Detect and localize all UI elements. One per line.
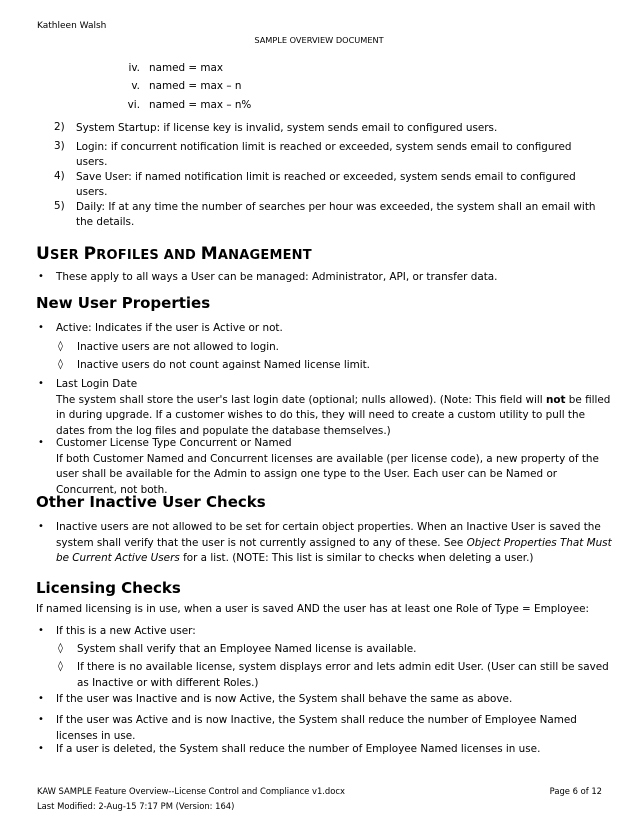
- list-item-text: System Startup: if license key is invalid, system sends email to configured users.: [76, 122, 498, 134]
- bullet-glyph: •: [38, 693, 44, 704]
- list-item-text: Save User: if named notification limit is reached or exceeded, system sends email to configured users.: [76, 171, 576, 198]
- bullet-glyph: •: [38, 378, 44, 389]
- bullet-glyph: •: [38, 743, 44, 754]
- roman-number: v.: [131, 80, 140, 92]
- diamond-glyph: ◊: [58, 359, 63, 370]
- bullet-glyph: •: [38, 625, 44, 636]
- list-item-text: Login: if concurrent notification limit is reached or exceeded, system sends email to configured users.: [76, 141, 572, 168]
- roman-number: iv.: [128, 62, 140, 74]
- diamond-glyph: ◊: [58, 661, 63, 672]
- bullet-text-active: Active: Indicates if the user is Active or not.: [56, 322, 283, 334]
- bullet-text-last-login: Last Login Date The system shall store the user's last login date (optional; nulls allowed). (Note: This field will not be filled in during upgrade. If a customer wishes to do this, they will need to create a custom utility to pull the dates from the log files and populate the database themselves.): [56, 378, 611, 437]
- diamond-glyph: ◊: [58, 341, 63, 352]
- header-doc-title: SAMPLE OVERVIEW DOCUMENT: [254, 35, 384, 45]
- bullet-glyph: •: [38, 437, 44, 448]
- diamond-glyph: ◊: [58, 643, 63, 654]
- bullet-glyph: •: [38, 521, 44, 532]
- bullet-glyph: •: [38, 714, 44, 725]
- roman-item-text: named = max: [149, 62, 224, 74]
- section-heading-user-profiles: USER PROFILES AND MANAGEMENT: [36, 244, 312, 264]
- bullet-text-inactive-checks: Inactive users are not allowed to be set for certain object properties. When an Inactive User is saved the system shall verify that the user is not currently assigned to any of these. See Object Properties That Must be Current Active Users for a list. (NOTE: This list is similar to checks when deleting a user.): [56, 521, 612, 564]
- sub-bullet-text: Inactive users are not allowed to login.: [77, 341, 279, 353]
- sub-bullet-text: System shall verify that an Employee Named license is available.: [77, 643, 417, 655]
- list-number: 2): [54, 121, 65, 133]
- list-item-text: Daily: If at any time the number of searches per hour was exceeded, the system shall an email with the details.: [76, 201, 596, 228]
- bullet-text: If a user is deleted, the System shall reduce the number of Employee Named licenses in use.: [56, 743, 541, 755]
- roman-item-text: named = max – n%: [149, 99, 252, 111]
- sub-bullet-text: If there is no available license, system displays error and lets admin edit User. (User can still be saved as Inactive or with different Roles.): [77, 661, 609, 689]
- bullet-text-license-type: Customer License Type Concurrent or Named If both Customer Named and Concurrent licenses are available (per license code), a new property of the user shall be available for the Admin to assign one type to the User. Each user can be Named or Concurrent, not both.: [56, 437, 599, 496]
- roman-number: vi.: [127, 99, 140, 111]
- list-number: 4): [54, 170, 65, 182]
- roman-item-text: named = max – n: [149, 80, 242, 92]
- footer-page-number: Page 6 of 12: [549, 786, 602, 796]
- subsection-heading-new-user-properties: New User Properties: [36, 294, 211, 312]
- sub-bullet-text: Inactive users do not count against Named license limit.: [77, 359, 370, 371]
- bullet-text: These apply to all ways a User can be managed: Administrator, API, or transfer data.: [56, 271, 498, 283]
- bullet-text: If the user was Active and is now Inactive, the System shall reduce the number of Employee Named licenses in use.: [56, 714, 577, 742]
- list-number: 3): [54, 140, 65, 152]
- bullet-glyph: •: [38, 271, 44, 282]
- bullet-text-new-active: If this is a new Active user:: [56, 625, 196, 637]
- bullet-glyph: •: [38, 322, 44, 333]
- header-author: Kathleen Walsh: [37, 21, 107, 31]
- list-number: 5): [54, 200, 65, 212]
- subsection-heading-other-inactive: Other Inactive User Checks: [36, 493, 266, 511]
- subsection-heading-licensing-checks: Licensing Checks: [36, 579, 181, 597]
- footer-filename: KAW SAMPLE Feature Overview--License Control and Compliance v1.docx: [37, 786, 345, 796]
- bullet-text: If the user was Inactive and is now Active, the System shall behave the same as above.: [56, 693, 513, 705]
- licensing-intro: If named licensing is in use, when a user is saved AND the user has at least one Role of Type = Employee:: [36, 603, 589, 615]
- footer-last-modified: Last Modified: 2-Aug-15 7:17 PM (Version: 164): [37, 801, 235, 811]
